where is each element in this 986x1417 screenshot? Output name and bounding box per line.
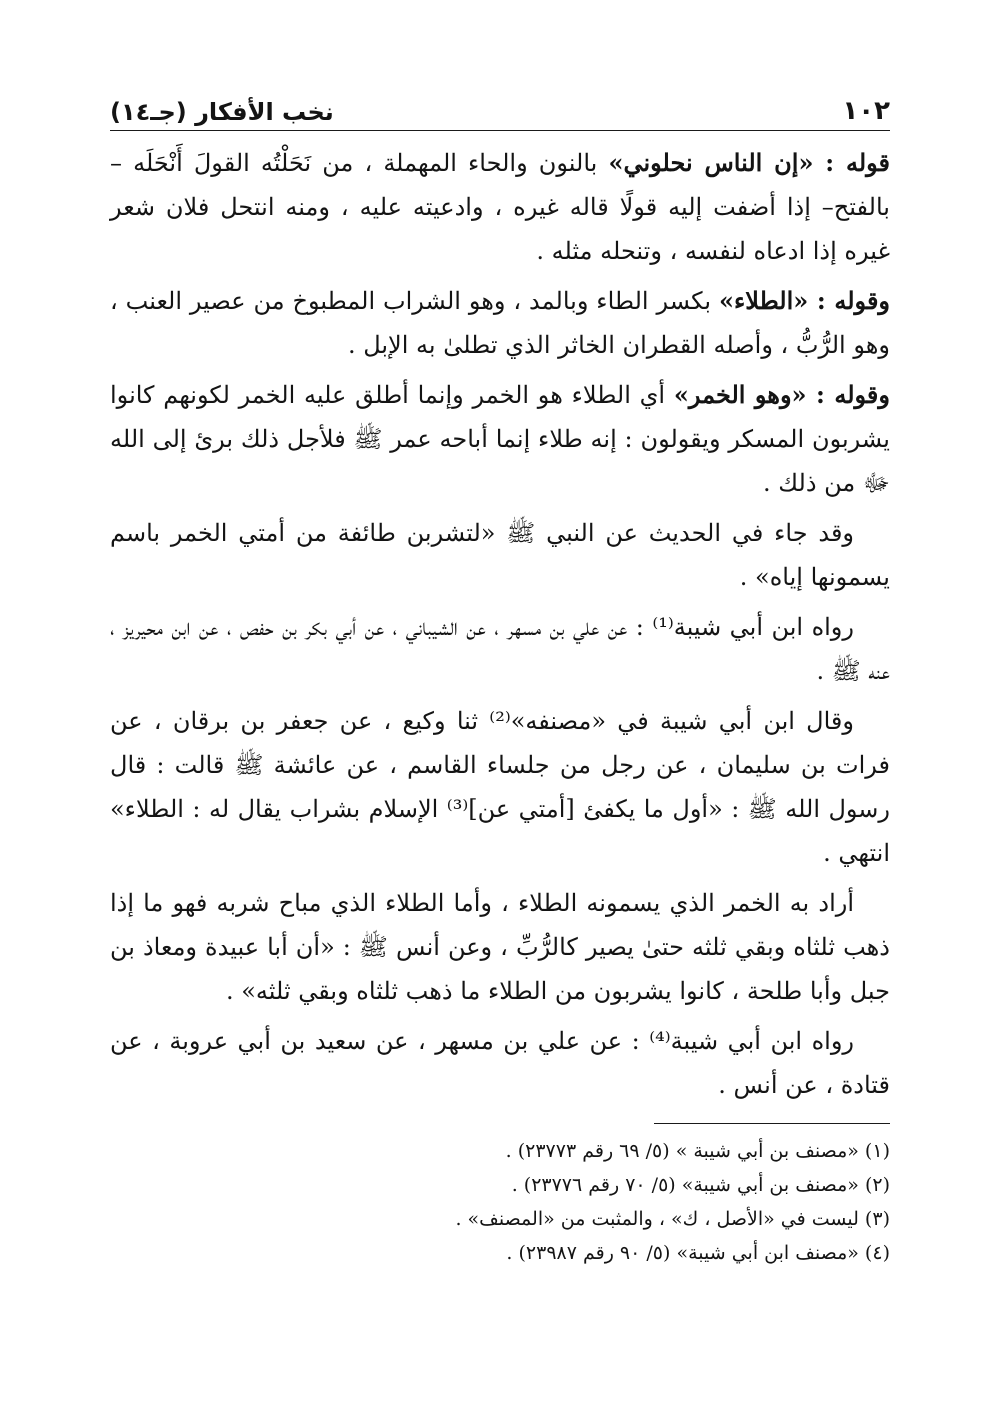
- running-title: نخب الأفكار (جـ١٤): [110, 98, 334, 126]
- paragraph: [110, 605, 890, 693]
- paragraph: [110, 279, 890, 367]
- paragraph-text: أراد به الخمر الذي يسمونه الطلاء ، وأما الطلاء الذي مباح شربه فهو ما إذا ذهب ثلثاه وبقي ثلثه حتىٰ يصير كالرُّبِّ ، وعن أنس ﷺ : «أن أبا عبيدة ومعاذ بن جبل وأبا طلحة ، كانوا يشربون من الطلاء ما ذهب ثلثاه وبقي ثلثه» .: [110, 889, 890, 1005]
- footnote: (٤) «مصنف ابن أبي شيبة» (٥/ ٩٠ رقم ٢٣٩٨٧) .: [506, 1242, 890, 1264]
- paragraph-text: رواه ابن أبي شيبة⁽⁴⁾ : عن علي بن مسهر ، عن سعيد بن أبي عروبة ، عن قتادة ، عن أنس .: [110, 1027, 890, 1099]
- paragraph: [110, 881, 890, 1013]
- main-text: [110, 141, 890, 1107]
- paragraph-text: بالنون والحاء المهملة ، من نَحَلْتُه القولَ أَنْحَلَه – بالفتح– إذا أضفت إليه قولًا قاله غيره ، وادعيته عليه ، ومنه انتحل فلان شعر غيره إذا ادعاه لنفسه ، وتنحله مثله .: [110, 149, 890, 265]
- footnote: (٣) ليست في «الأصل ، ك» ، والمثبت من «المصنف» .: [455, 1208, 890, 1230]
- paragraph-text: أي الطلاء هو الخمر وإنما أطلق عليه الخمر لكونهم كانوا يشربون المسكر ويقولون : إنه طلاء إنما أباحه عمر ﷺ فلأجل ذلك برئ إلى الله ﷻ من ذلك .: [110, 381, 890, 497]
- paragraph: [110, 511, 890, 599]
- footnote-divider: [654, 1123, 890, 1124]
- footnotes: [110, 1134, 890, 1270]
- paragraph: [110, 1019, 890, 1107]
- paragraph-text: رواه ابن أبي شيبة⁽¹⁾ : عن علي بن مسهر ، عن الشيباني ، عن أبي بكر بن حفص ، عن ابن محيريز ، عنه ﷺ .: [110, 613, 890, 685]
- paragraph-lead: قوله : «إن الناس نحلوني»: [608, 148, 891, 177]
- paragraph-lead: وقوله : «الطلاء»: [718, 286, 891, 315]
- paragraph-text: بكسر الطاء وبالمد ، وهو الشراب المطبوخ من عصير العنب ، وهو الرُّبُّ ، وأصله القطران الخاثر الذي تطلىٰ به الإبل .: [110, 287, 890, 359]
- paragraph-lead: وقوله : «وهو الخمر»: [673, 380, 890, 409]
- paragraph-text: وقال ابن أبي شيبة في «مصنفه»⁽²⁾ ثنا وكيع ، عن جعفر بن برقان ، عن فرات بن سليمان ، عن رجل من جلساء القاسم ، عن عائشة ﷺ قالت : قال رسول الله ﷺ : «أول ما يكفئ [أمتي عن]⁽³⁾ الإسلام بشراب يقال له : الطلاء» انتهي .: [110, 707, 890, 867]
- paragraph: [110, 141, 890, 273]
- paragraph-text: وقد جاء في الحديث عن النبي ﷺ «لتشربن طائفة من أمتي الخمر باسم يسمونها إياه» .: [110, 519, 890, 591]
- paragraph: [110, 373, 890, 505]
- page-header: [110, 86, 890, 131]
- book-page: [110, 86, 890, 1270]
- paragraph: [110, 699, 890, 875]
- page-number: ١٠٢: [842, 96, 890, 126]
- footnote: (١) «مصنف بن أبي شيبة » (٥/ ٦٩ رقم ٢٣٧٧٣) .: [505, 1140, 890, 1162]
- footnote: (٢) «مصنف بن أبي شيبة» (٥/ ٧٠ رقم ٢٣٧٧٦) .: [511, 1174, 890, 1196]
